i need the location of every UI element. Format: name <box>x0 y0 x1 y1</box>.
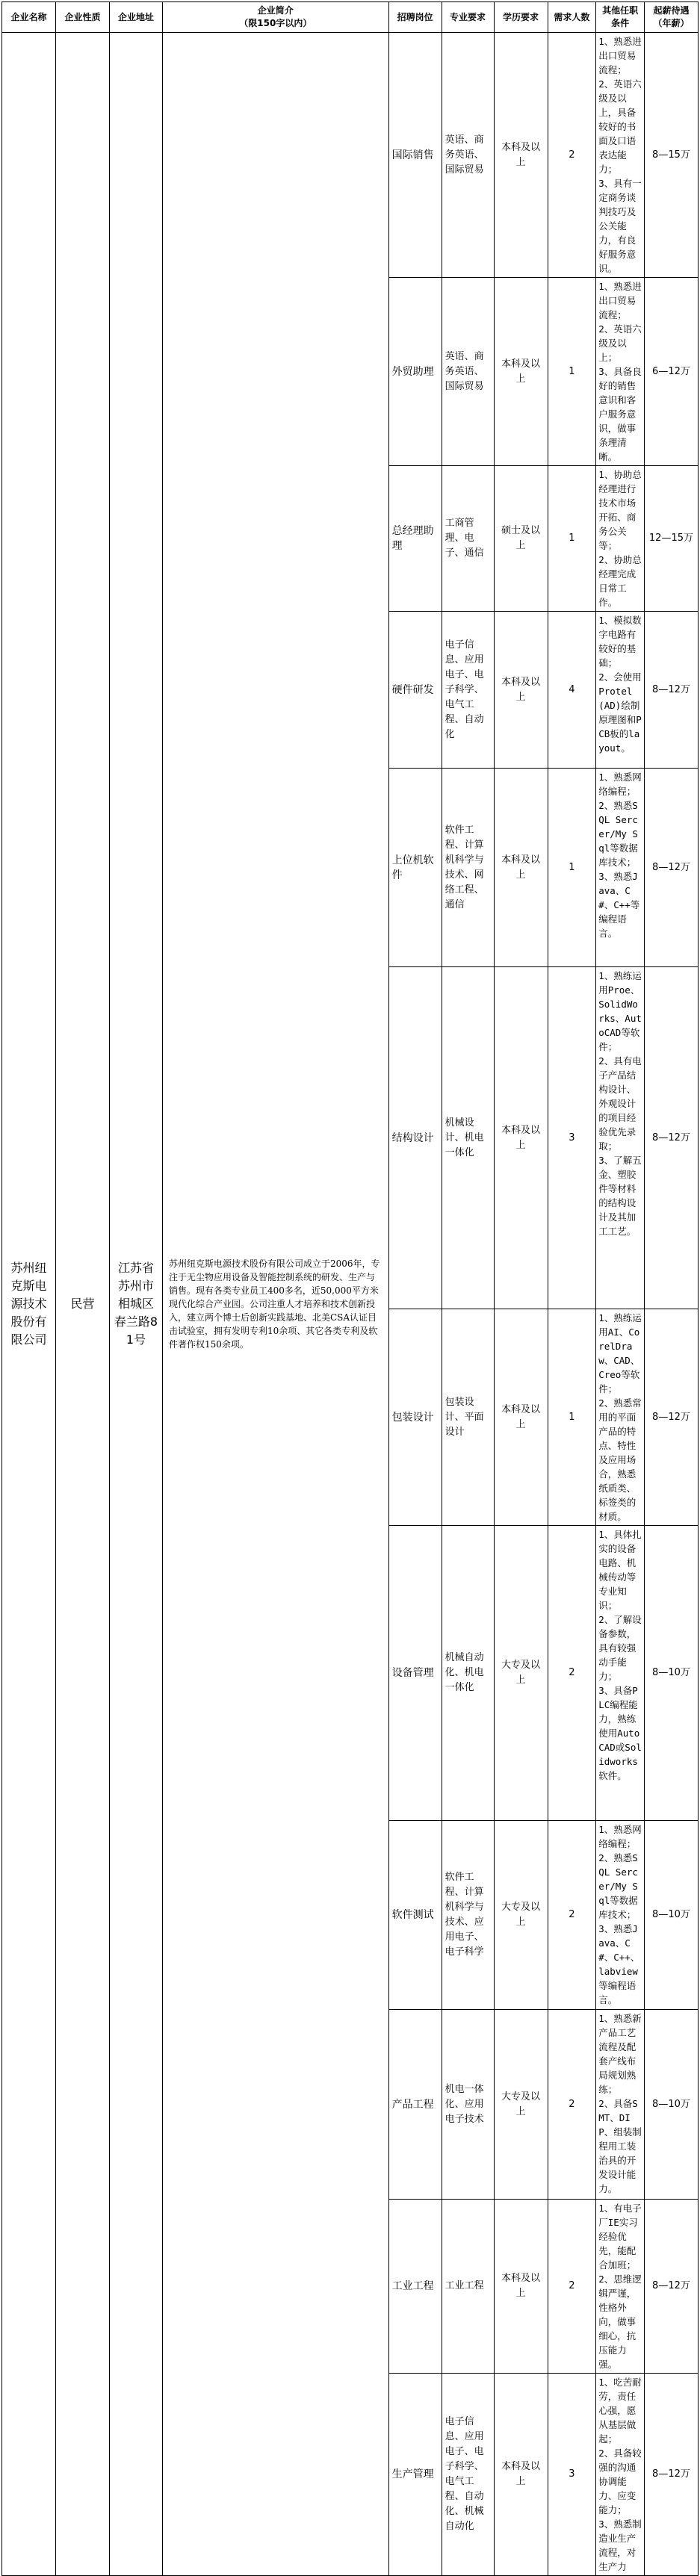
header-other-requirements: 其他任职条件 <box>596 2 645 33</box>
header-position: 招聘岗位 <box>388 2 442 33</box>
education-cell: 硕士及以上 <box>494 466 548 612</box>
education-cell: 本科及以上 <box>494 2200 548 2374</box>
headcount-cell: 1 <box>548 466 596 612</box>
major-cell: 软件工程、计算机科学与技术、应用电子、电子科学 <box>442 1821 494 2010</box>
header-salary: 起薪待遇（年薪） <box>644 2 698 33</box>
major-cell: 包装设计、平面设计 <box>442 1309 494 1526</box>
major-cell: 电子信息、应用电子、电子科学、电气工程、自动化、机械自动化 <box>442 2374 494 2576</box>
salary-cell: 8—12万 <box>644 2200 698 2374</box>
requirements-cell: 1、熟悉进出口贸易流程； 2、英语六级及以上； 3、具备良好的销售意识和客户服务意识，做事条理清晰。 <box>596 278 645 466</box>
major-cell: 英语、商务英语、国际贸易 <box>442 33 494 278</box>
salary-cell: 8—12万 <box>644 967 698 1309</box>
position-cell: 外贸助理 <box>388 278 442 466</box>
header-row <box>2 2 699 33</box>
education-cell: 大专及以上 <box>494 1821 548 2010</box>
salary-cell: 8—10万 <box>644 2010 698 2200</box>
education-cell: 本科及以上 <box>494 2374 548 2576</box>
education-cell: 本科及以上 <box>494 967 548 1309</box>
salary-cell: 12—15万 <box>644 466 698 612</box>
requirements-cell: 1、协助总经理进行技术市场开拓、商务公关等； 2、协助总经理完成日常工作。 <box>596 466 645 612</box>
requirements-cell: 1、模拟数字电路有较好的基础； 2、会使用Protel(AD)绘制原理图和PCB板的layout。 <box>596 612 645 769</box>
headcount-cell: 2 <box>548 2200 596 2374</box>
position-cell: 软件测试 <box>388 1821 442 2010</box>
company-address-cell: 江苏省苏州市相城区春兰路81号 <box>110 33 163 2576</box>
company-name-cell: 苏州纽克斯电源技术股份有限公司 <box>2 33 56 2576</box>
header-headcount: 需求人数 <box>548 2 596 33</box>
company-intro-cell: 苏州纽克斯电源技术股份有限公司成立于2006年，专注于无尘物应用设备及智能控制系统的研发、生产与销售。现有各类专业员工400多名，近50,000平方米现代化综合产业园。公司注重人才培养和技术创新投入，建立两个博士后创新实践基地、北美CSA认证目击试验室，拥有发明专利10余项、其它各类专利及软件著作权150余项。 <box>162 33 388 2576</box>
requirements-cell: 1、有电子厂IE实习经验优先，能配合加班； 2、思维逻辑严谨，性格外向，做事细心，抗压能力强。 <box>596 2200 645 2374</box>
table-row <box>2 33 699 278</box>
header-education: 学历要求 <box>494 2 548 33</box>
headcount-cell: 2 <box>548 1821 596 2010</box>
major-cell: 机械自动化、机电一体化 <box>442 1526 494 1821</box>
position-cell: 设备管理 <box>388 1526 442 1821</box>
major-cell: 机电一体化、应用电子技术 <box>442 2010 494 2200</box>
headcount-cell: 2 <box>548 2010 596 2200</box>
recruitment-table <box>1 1 699 2576</box>
requirements-cell: 1、熟悉网络编程； 2、熟悉SQL Sercer/My Sql等数据库技术； 3、熟悉Java、C#、C++、labview等编程语言。 <box>596 1821 645 2010</box>
header-company-type: 企业性质 <box>56 2 110 33</box>
education-cell: 本科及以上 <box>494 33 548 278</box>
salary-cell: 8—12万 <box>644 2374 698 2576</box>
major-cell: 电子信息、应用电子、电子科学、电气工程、自动化 <box>442 612 494 769</box>
headcount-cell: 4 <box>548 612 596 769</box>
education-cell: 本科及以上 <box>494 278 548 466</box>
salary-cell: 8—15万 <box>644 33 698 278</box>
headcount-cell: 1 <box>548 1309 596 1526</box>
position-cell: 包装设计 <box>388 1309 442 1526</box>
position-cell: 总经理助理 <box>388 466 442 612</box>
header-company-name: 企业名称 <box>2 2 56 33</box>
requirements-cell: 1、具体扎实的设备电路、机械传动等专业知识； 2、了解设备参数，具有较强动手能力； 3、具备PLC编程能力，熟练使用AutoCAD或Solidworks软件。 <box>596 1526 645 1821</box>
salary-cell: 8—10万 <box>644 1821 698 2010</box>
header-company-address: 企业地址 <box>110 2 163 33</box>
headcount-cell: 2 <box>548 1526 596 1821</box>
requirements-cell: 1、吃苦耐劳，责任心强，愿从基层做起； 2、具备较强的沟通协调能力、应变能力； 3、熟悉制造业生产流程，对生产力 <box>596 2374 645 2576</box>
company-type-cell: 民营 <box>56 33 110 2576</box>
education-cell: 大专及以上 <box>494 1526 548 1821</box>
headcount-cell: 1 <box>548 769 596 967</box>
position-cell: 国际销售 <box>388 33 442 278</box>
requirements-cell: 1、熟悉网络编程； 2、熟悉SQL Sercer/My Sql等数据库技术； 3、熟悉Java、C#、C++等编程语言。 <box>596 769 645 967</box>
position-cell: 工业工程 <box>388 2200 442 2374</box>
requirements-cell: 1、熟悉新产品工艺流程及配套产线布局规划熟练； 2、具备SMT、DIP、组装制程用工装治具的开发设计能力。 <box>596 2010 645 2200</box>
position-cell: 硬件研发 <box>388 612 442 769</box>
education-cell: 本科及以上 <box>494 769 548 967</box>
header-intro-subtitle: （限150字以内） <box>239 18 312 28</box>
headcount-cell: 2 <box>548 33 596 278</box>
salary-cell: 8—12万 <box>644 769 698 967</box>
requirements-cell: 1、熟练运用AI、CorelDraw、CAD、Creo等软件； 2、熟悉常用的平面产品的特点、特性及应用场合，熟悉纸质类、标签类的材质。 <box>596 1309 645 1526</box>
education-cell: 本科及以上 <box>494 612 548 769</box>
position-cell: 生产管理 <box>388 2374 442 2576</box>
major-cell: 工商管理、电子、通信 <box>442 466 494 612</box>
header-intro-title: 企业简介 <box>257 5 294 16</box>
salary-cell: 8—10万 <box>644 1526 698 1821</box>
position-cell: 结构设计 <box>388 967 442 1309</box>
header-major: 专业要求 <box>442 2 494 33</box>
position-cell: 产品工程 <box>388 2010 442 2200</box>
requirements-cell: 1、熟练运用Proe、SolidWorks、AutoCAD等软件； 2、具有电子产品结构设计、外观设计的项目经验优先录取； 3、了解五金、塑胶件等材料的结构设计及其加工工艺。 <box>596 967 645 1309</box>
headcount-cell: 3 <box>548 2374 596 2576</box>
salary-cell: 8—12万 <box>644 1309 698 1526</box>
salary-cell: 8—12万 <box>644 612 698 769</box>
education-cell: 本科及以上 <box>494 1309 548 1526</box>
major-cell: 英语、商务英语、国际贸易 <box>442 278 494 466</box>
requirements-cell: 1、熟悉进出口贸易流程； 2、英语六级及以上，具备较好的书面及口语表达能力； 3、具有一定商务谈判技巧及公关能力，有良好服务意识。 <box>596 33 645 278</box>
major-cell: 工业工程 <box>442 2200 494 2374</box>
major-cell: 机械设计、机电一体化 <box>442 967 494 1309</box>
salary-cell: 6—12万 <box>644 278 698 466</box>
position-cell: 上位机软件 <box>388 769 442 967</box>
headcount-cell: 1 <box>548 278 596 466</box>
header-intro <box>162 2 388 33</box>
headcount-cell: 3 <box>548 967 596 1309</box>
major-cell: 软件工程、计算机科学与技术、网络工程、通信 <box>442 769 494 967</box>
education-cell: 大专及以上 <box>494 2010 548 2200</box>
